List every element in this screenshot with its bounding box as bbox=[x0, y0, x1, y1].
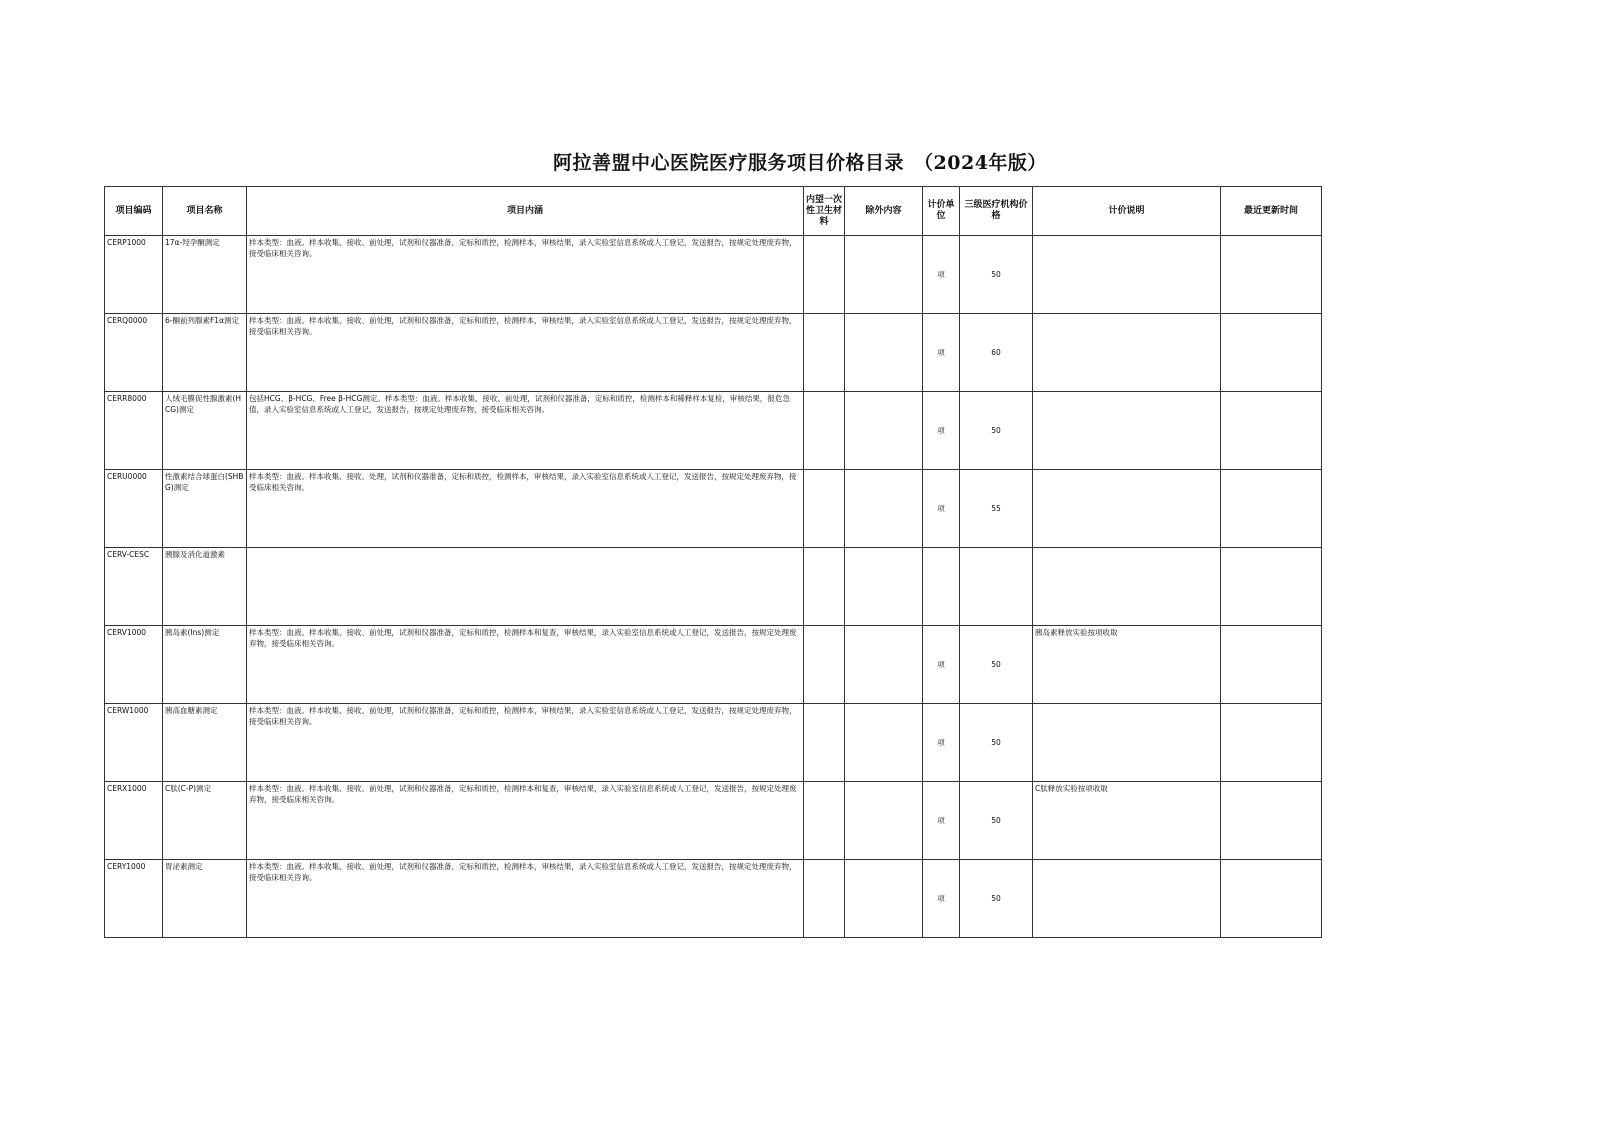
cell-note bbox=[1033, 314, 1221, 392]
cell-content: 样本类型：血液。样本收集、接收、前处理，试剂和仪器准备，定标和质控，检测样本，审核结果，录入实验室信息系统或人工登记，发送报告，按规定处理废弃物，接受临床相关咨询。 bbox=[247, 314, 804, 392]
cell-content: 样本类型：血液。样本收集、接收、前处理，试剂和仪器准备，定标和质控，检测样本，审核结果，录入实验室信息系统或人工登记，发送报告，按规定处理废弃物，接受临床相关咨询。 bbox=[247, 236, 804, 314]
cell-name: 17α-羟孕酮测定 bbox=[163, 236, 247, 314]
cell-excluded bbox=[845, 626, 923, 704]
cell-price: 50 bbox=[960, 392, 1033, 470]
header-excluded: 除外内容 bbox=[845, 187, 923, 236]
cell-material bbox=[804, 470, 845, 548]
cell-material bbox=[804, 860, 845, 938]
cell-name: 人绒毛膜促性腺激素(HCG)测定 bbox=[163, 392, 247, 470]
cell-name: 胰岛素(Ins)测定 bbox=[163, 626, 247, 704]
cell-material bbox=[804, 314, 845, 392]
header-updated: 最近更新时间 bbox=[1221, 187, 1322, 236]
cell-updated bbox=[1221, 236, 1322, 314]
cell-excluded bbox=[845, 314, 923, 392]
price-table bbox=[104, 186, 1322, 938]
cell-material bbox=[804, 782, 845, 860]
cell-material bbox=[804, 236, 845, 314]
cell-content: 样本类型：血液。样本收集、接收、前处理，试剂和仪器准备，定标和质控，检测样本和复查，审核结果，录入实验室信息系统或人工登记，发送报告，按规定处理废弃物，接受临床相关咨询。 bbox=[247, 626, 804, 704]
cell-content bbox=[247, 548, 804, 626]
cell-material bbox=[804, 626, 845, 704]
cell-note bbox=[1033, 548, 1221, 626]
cell-note: C肽释放实验按项收取 bbox=[1033, 782, 1221, 860]
cell-content: 包括HCG、β-HCG、Free β-HCG测定。样本类型：血液。样本收集、接收、前处理，试剂和仪器准备，定标和质控，检测样本和稀释样本复检，审核结果，报危急值，录入实验室信息系统或人工登记，发送报告，按规定处理废弃物，接受临床相关咨询。 bbox=[247, 392, 804, 470]
cell-updated bbox=[1221, 470, 1322, 548]
cell-note bbox=[1033, 470, 1221, 548]
cell-price: 55 bbox=[960, 470, 1033, 548]
cell-price: 50 bbox=[960, 860, 1033, 938]
cell-code: CERX1000 bbox=[105, 782, 163, 860]
cell-updated bbox=[1221, 704, 1322, 782]
cell-material bbox=[804, 548, 845, 626]
cell-code: CERR8000 bbox=[105, 392, 163, 470]
table-row bbox=[105, 704, 1322, 782]
cell-updated bbox=[1221, 314, 1322, 392]
cell-updated bbox=[1221, 626, 1322, 704]
cell-unit: 项 bbox=[923, 704, 960, 782]
cell-content: 样本类型：血液。样本收集、接收、处理，试剂和仪器准备，定标和质控，检测样本，审核结果，录入实验室信息系统或人工登记，发送报告，按规定处理废弃物，接受临床相关咨询。 bbox=[247, 470, 804, 548]
cell-updated bbox=[1221, 392, 1322, 470]
cell-excluded bbox=[845, 392, 923, 470]
cell-price: 50 bbox=[960, 704, 1033, 782]
cell-unit: 项 bbox=[923, 236, 960, 314]
table-row bbox=[105, 626, 1322, 704]
cell-code: CERQ0000 bbox=[105, 314, 163, 392]
cell-excluded bbox=[845, 548, 923, 626]
header-code: 项目编码 bbox=[105, 187, 163, 236]
cell-code: CERV-CESC bbox=[105, 548, 163, 626]
cell-unit: 项 bbox=[923, 782, 960, 860]
cell-updated bbox=[1221, 782, 1322, 860]
cell-code: CERP1000 bbox=[105, 236, 163, 314]
table-row-category bbox=[105, 548, 1322, 626]
cell-unit bbox=[923, 548, 960, 626]
cell-unit: 项 bbox=[923, 392, 960, 470]
header-material: 内望一次性卫生材料 bbox=[804, 187, 845, 236]
cell-note: 胰岛素释放实验按项收取 bbox=[1033, 626, 1221, 704]
cell-content: 样本类型：血液。样本收集、接收、前处理，试剂和仪器准备，定标和质控，检测样本和复查，审核结果，录入实验室信息系统或人工登记，发送报告，按规定处理废弃物，接受临床相关咨询。 bbox=[247, 782, 804, 860]
cell-name: 性激素结合球蛋白(SHBG)测定 bbox=[163, 470, 247, 548]
cell-note bbox=[1033, 392, 1221, 470]
cell-name: 胃泌素测定 bbox=[163, 860, 247, 938]
table-row bbox=[105, 236, 1322, 314]
cell-note bbox=[1033, 236, 1221, 314]
cell-excluded bbox=[845, 704, 923, 782]
cell-code: CERV1000 bbox=[105, 626, 163, 704]
cell-name: 胰腺及消化道激素 bbox=[163, 548, 247, 626]
cell-unit: 项 bbox=[923, 314, 960, 392]
cell-unit: 项 bbox=[923, 470, 960, 548]
cell-excluded bbox=[845, 860, 923, 938]
cell-code: CERY1000 bbox=[105, 860, 163, 938]
cell-name: 胰高血糖素测定 bbox=[163, 704, 247, 782]
table-row bbox=[105, 860, 1322, 938]
cell-material bbox=[804, 704, 845, 782]
cell-name: C肽(C-P)测定 bbox=[163, 782, 247, 860]
cell-price bbox=[960, 548, 1033, 626]
table-row bbox=[105, 314, 1322, 392]
cell-updated bbox=[1221, 860, 1322, 938]
cell-price: 50 bbox=[960, 782, 1033, 860]
table-row bbox=[105, 782, 1322, 860]
table-header-row bbox=[105, 187, 1322, 236]
header-unit: 计价单位 bbox=[923, 187, 960, 236]
cell-note bbox=[1033, 704, 1221, 782]
header-note: 计价说明 bbox=[1033, 187, 1221, 236]
header-content: 项目内涵 bbox=[247, 187, 804, 236]
cell-material bbox=[804, 392, 845, 470]
cell-price: 50 bbox=[960, 626, 1033, 704]
table-row bbox=[105, 392, 1322, 470]
cell-excluded bbox=[845, 782, 923, 860]
cell-unit: 项 bbox=[923, 626, 960, 704]
cell-excluded bbox=[845, 236, 923, 314]
cell-name: 6-酮前列腺素F1α测定 bbox=[163, 314, 247, 392]
cell-content: 样本类型：血液。样本收集、接收、前处理，试剂和仪器准备，定标和质控，检测样本，审核结果，录入实验室信息系统或人工登记，发送报告，按规定处理废弃物，接受临床相关咨询。 bbox=[247, 704, 804, 782]
cell-excluded bbox=[845, 470, 923, 548]
cell-updated bbox=[1221, 548, 1322, 626]
cell-unit: 项 bbox=[923, 860, 960, 938]
cell-code: CERW1000 bbox=[105, 704, 163, 782]
cell-code: CERU0000 bbox=[105, 470, 163, 548]
header-name: 项目名称 bbox=[163, 187, 247, 236]
header-price: 三级医疗机构价格 bbox=[960, 187, 1033, 236]
table-row bbox=[105, 470, 1322, 548]
cell-price: 60 bbox=[960, 314, 1033, 392]
document-title: 阿拉善盟中心医院医疗服务项目价格目录 （2024年版） bbox=[553, 152, 1047, 174]
cell-price: 50 bbox=[960, 236, 1033, 314]
cell-note bbox=[1033, 860, 1221, 938]
cell-content: 样本类型：血液。样本收集、接收、前处理，试剂和仪器准备，定标和质控，检测样本，审核结果，录入实验室信息系统或人工登记，发送报告，按规定处理废弃物，接受临床相关咨询。 bbox=[247, 860, 804, 938]
